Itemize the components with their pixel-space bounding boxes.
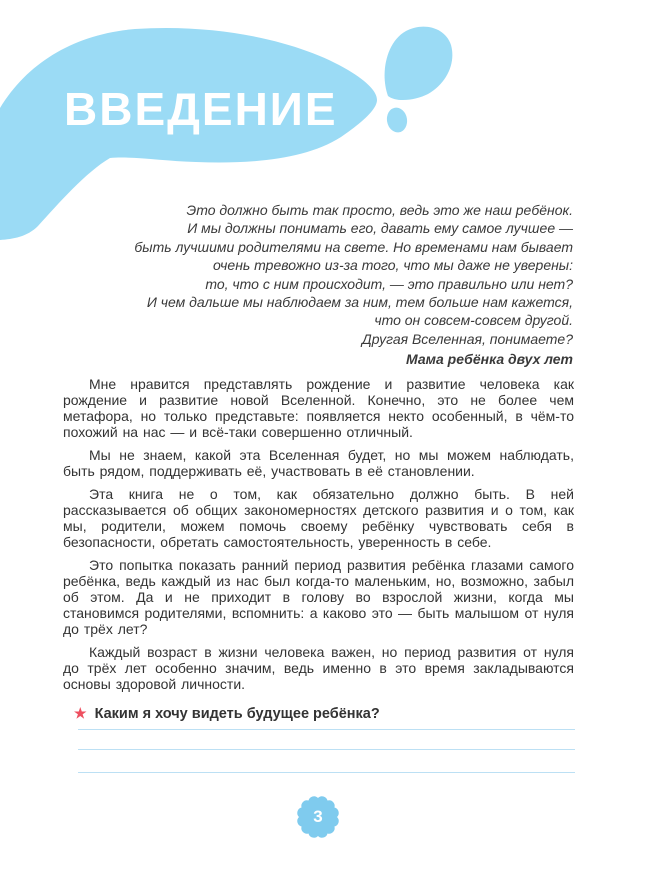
writing-line[interactable]	[78, 729, 575, 750]
star-bullet-icon: ★	[74, 705, 87, 721]
reflection-question-text: Каким я хочу видеть будущее ребёнка?	[94, 706, 380, 722]
chapter-title: ВВЕДЕНИЕ	[64, 83, 338, 135]
epigraph-attribution: Мама ребёнка двух лет	[406, 351, 573, 368]
epigraph-line: что он совсем-совсем другой.	[374, 312, 573, 329]
page-number-badge	[296, 795, 340, 839]
droplet-shape	[385, 27, 453, 100]
epigraph-line: Другая Вселенная, понимаете?	[361, 330, 573, 347]
body-text	[63, 376, 574, 722]
body-paragraph: Каждый возраст в жизни человека важен, но период развития от нуля до трёх лет особенно значим, ведь именно в это время закладываются основы здоровой личности.	[63, 644, 574, 692]
page-number: 3	[313, 807, 323, 826]
dot-shape	[385, 106, 409, 134]
epigraph-line: И мы должны понимать его, давать ему самое лучшее —	[187, 220, 573, 237]
reflection-question	[63, 705, 574, 722]
body-paragraph: Мы не знаем, какой эта Вселенная будет, но мы можем наблюдать, быть рядом, поддерживать её, участвовать в её становлении.	[63, 447, 574, 479]
epigraph-line: И чем дальше мы наблюдаем за ним, тем больше нам кажется,	[146, 294, 573, 311]
epigraph-line: очень тревожно из-за того, что мы даже не уверены:	[213, 257, 573, 274]
body-paragraph: Это попытка показать ранний период развития ребёнка глазами самого ребёнка, ведь каждый из нас был когда-то маленьким, но, возможно, забыл об этом. Да и не приходит в голову во взрослой жизни, когда мы становимся родителями, вспомнить: а каково это — быть малышом от нуля до трёх лет?	[63, 557, 574, 637]
epigraph-line: быть лучшими родителями на свете. Но временами нам бывает	[134, 238, 573, 255]
body-paragraph: Эта книга не о том, как обязательно должно быть. В ней рассказывается об общих закономерностях детского развития и о том, как мы, родители, можем помочь своему ребёнку чувствовать себя в безопасности, обретать самостоятельность, уверенность в себе.	[63, 486, 574, 550]
epigraph-line: то, что с ним происходит, — это правильно или нет?	[205, 275, 573, 292]
answer-writing-area[interactable]	[78, 729, 575, 773]
writing-line[interactable]	[78, 750, 575, 773]
body-paragraph: Мне нравится представлять рождение и развитие человека как рождение и развитие новой Вселенной. Конечно, это не более чем метафора, но только представьте: появляется некто особенный, в чём-то похожий на нас — и всё-таки совершенно отличный.	[63, 376, 574, 440]
epigraph	[63, 201, 573, 369]
epigraph-line: Это должно быть так просто, ведь это же наш ребёнок.	[186, 202, 573, 218]
